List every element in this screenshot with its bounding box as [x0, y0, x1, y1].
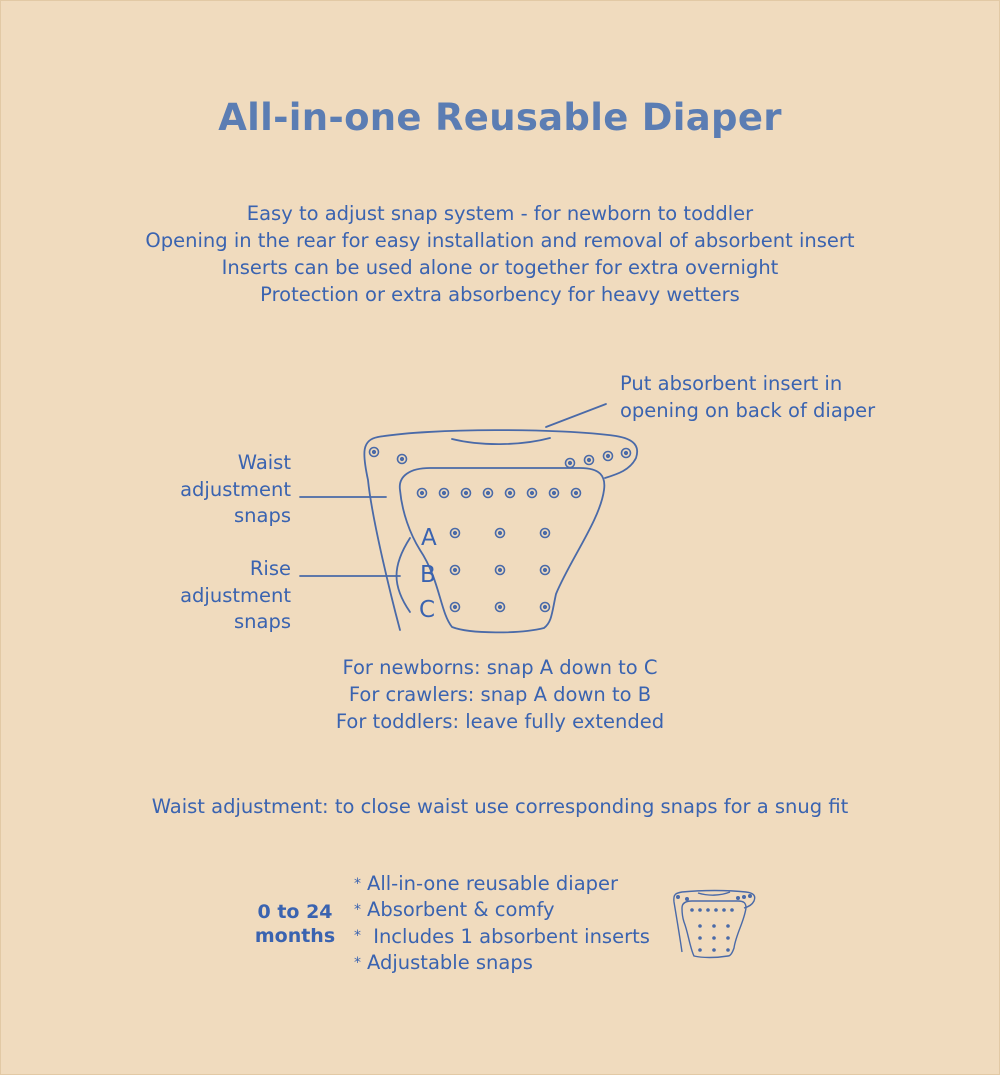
waist-callout	[150, 450, 291, 530]
bullet-star-icon: *	[354, 902, 361, 918]
feature-item	[354, 897, 650, 923]
intro-line: Inserts can be used alone or together for extra overnight	[221, 256, 779, 279]
rise-callout-line: Rise	[249, 557, 291, 580]
rise-bracket	[397, 538, 411, 612]
snap-instruction: For crawlers: snap A down to B	[348, 683, 652, 706]
feature-text: All-in-one reusable diaper	[367, 872, 619, 895]
waist-callout-line: adjustment	[180, 477, 291, 501]
rise-letter-a: A	[421, 525, 437, 551]
intro-line: Easy to adjust snap system - for newborn to toddler	[246, 202, 754, 225]
feature-item	[354, 924, 650, 950]
insert-callout-line: Put absorbent insert in	[620, 372, 843, 395]
waist-callout-line: Waist	[237, 451, 291, 474]
bullet-star-icon: *	[354, 875, 361, 892]
rise-snaps-grid	[451, 529, 550, 612]
feature-text: Adjustable snaps	[367, 950, 533, 974]
feature-text: Includes 1 absorbent inserts	[367, 924, 650, 948]
age-range-line: 0 to 24	[257, 901, 333, 923]
age-range	[240, 900, 350, 948]
bullet-star-icon: *	[354, 928, 361, 945]
rise-callout-line: snaps	[233, 610, 291, 633]
bullet-star-icon: *	[354, 954, 361, 971]
rise-callout	[150, 556, 291, 636]
insert-leader-line	[546, 404, 606, 427]
rise-letter-b: B	[420, 562, 436, 588]
intro-line: Protection or extra absorbency for heavy wetters	[260, 283, 740, 306]
waist-callout-line: snaps	[233, 504, 291, 527]
feature-item	[354, 871, 650, 897]
feature-list	[354, 871, 650, 976]
feature-text: Absorbent & comfy	[367, 898, 555, 922]
snap-instructions	[0, 654, 1000, 735]
age-range-line: months	[254, 925, 336, 947]
snap-instruction: For newborns: snap A down to C	[342, 656, 658, 679]
diaper-back-outline	[364, 430, 637, 630]
waist-snaps-row	[418, 489, 581, 498]
snap-instruction: For toddlers: leave fully extended	[335, 710, 665, 733]
waist-adjustment-note: Waist adjustment: to close waist use corresponding snaps for a snug fit	[151, 795, 849, 818]
insert-callout-line: opening on back of diaper	[620, 398, 876, 422]
feature-item	[354, 950, 650, 976]
intro-line: Opening in the rear for easy installation and removal of absorbent insert	[145, 229, 855, 252]
rise-letter-c: C	[419, 597, 436, 623]
insert-callout	[620, 371, 875, 424]
rise-callout-line: adjustment	[180, 583, 291, 607]
page-title: All-in-one Reusable Diaper	[218, 96, 782, 139]
back-shell-snaps	[370, 448, 631, 468]
rear-opening-line	[452, 438, 550, 444]
diaper-thumbnail-icon	[668, 888, 760, 960]
